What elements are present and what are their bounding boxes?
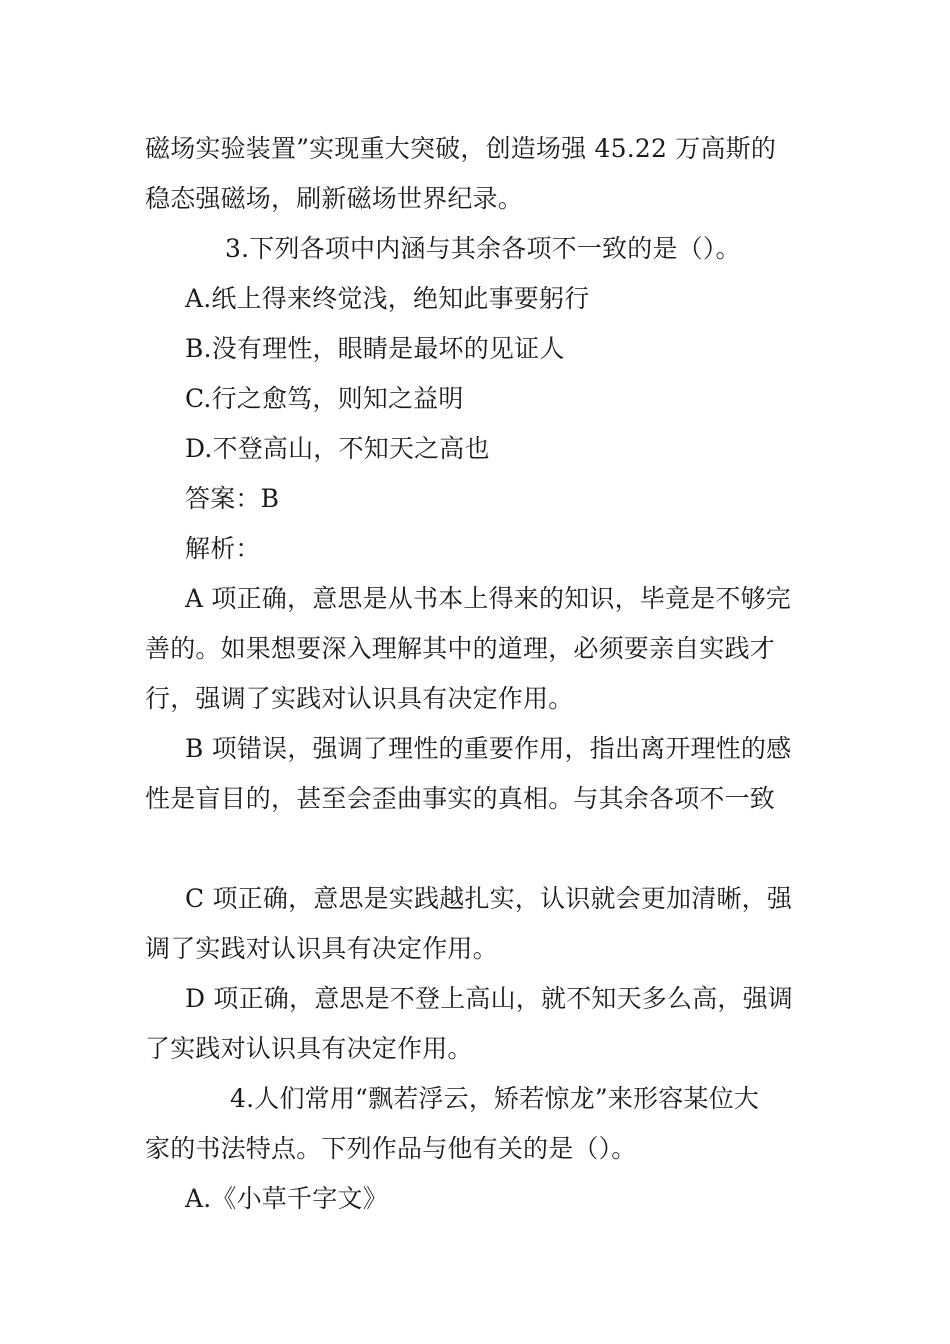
question-3-analysis-label: 解析： xyxy=(185,534,261,563)
analysis-a-line-2: 善的。如果想要深入理解其中的道理，必须要亲自实践才 xyxy=(145,634,776,663)
analysis-d-line-2: 了实践对认识具有决定作用。 xyxy=(145,1034,473,1063)
question-3-option-a: A.纸上得来终觉浅，绝知此事要躬行 xyxy=(185,284,590,313)
question-3-option-d: D.不登高山，不知天之高也 xyxy=(185,434,490,463)
question-4-option-a: A.《小草千字文》 xyxy=(185,1184,388,1213)
analysis-a-line-1: A 项正确，意思是从书本上得来的知识，毕竟是不够完 xyxy=(185,584,792,613)
question-4-stem-line-1: 4.人们常用“飘若浮云，矫若惊龙”来形容某位大 xyxy=(230,1084,760,1113)
analysis-c-line-1: C 项正确，意思是实践越扎实，认识就会更加清晰，强 xyxy=(185,884,793,913)
analysis-a-line-3: 行，强调了实践对认识具有决定作用。 xyxy=(145,684,574,713)
analysis-c-line-2: 调了实践对认识具有决定作用。 xyxy=(145,934,498,963)
analysis-d-line-1: D 项正确，意思是不登上高山，就不知天多么高，强调 xyxy=(185,984,793,1013)
question-3-option-c: C.行之愈笃，则知之益明 xyxy=(185,384,464,413)
question-3-answer: 答案：B xyxy=(185,484,280,513)
question-4-stem-line-2: 家的书法特点。下列作品与他有关的是（）。 xyxy=(145,1134,637,1163)
intro-paragraph-line-2: 稳态强磁场，刷新磁场世界纪录。 xyxy=(145,184,524,213)
analysis-b-line-2: 性是盲目的，甚至会歪曲事实的真相。与其余各项不一致 xyxy=(145,784,776,813)
question-3-stem: 3.下列各项中内涵与其余各项不一致的是（）。 xyxy=(225,234,741,263)
analysis-b-line-1: B 项错误，强调了理性的重要作用，指出离开理性的感 xyxy=(185,734,792,763)
question-3-option-b: B.没有理性，眼睛是最坏的见证人 xyxy=(185,334,565,363)
intro-paragraph-line-1: 磁场实验装置”实现重大突破，创造场强 45.22 万高斯的 xyxy=(145,134,777,163)
